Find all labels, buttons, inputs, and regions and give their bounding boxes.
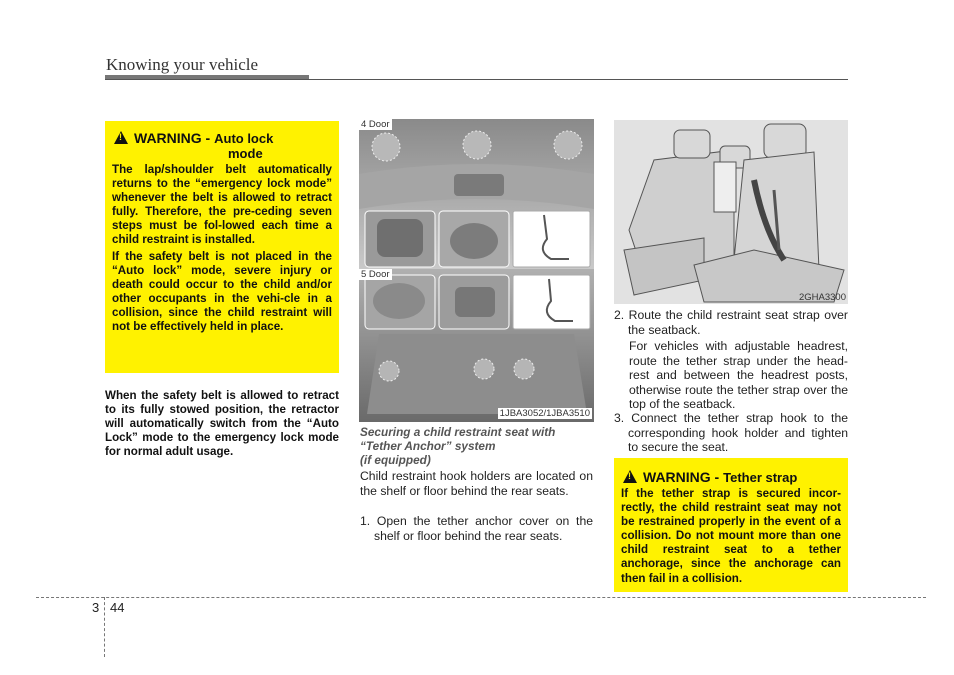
caption-line-3: (if equipped): [360, 453, 431, 467]
caption-line-2: “Tether Anchor” system: [360, 439, 496, 453]
warning-title-2: [621, 469, 841, 485]
caption-line-1: Securing a child restraint seat with: [360, 425, 556, 439]
chapter-number: 3: [92, 600, 100, 615]
header-rule: [105, 79, 848, 80]
image-caption: [360, 425, 594, 467]
warning-para-2: If the safety belt is not placed in the “Auto lock” mode, severe injury or death could occur to the child and/or other occupants in the vehi-cle in a collision, since the child restraint will not be effectively held in place.: [112, 249, 332, 334]
step-2-detail: For vehicles with adjustable headrest, route the tether strap under the head-rest and between the headrest posts, otherwise route the tether strap over the top of the seatback.: [629, 339, 848, 412]
warning-para-1: The lap/shoulder belt automatically returns to the “emergency lock mode” whenever the belt is allowed to retract fully. Therefore, the pre-ceding seven steps must be fol-lowed each time a child restraint is installed.: [112, 163, 332, 247]
warning-box-auto-lock: [105, 121, 339, 373]
footer-rule: [36, 597, 926, 598]
warning-label-2: WARNING -: [643, 469, 720, 485]
image-code-2: 2GHA3300: [798, 292, 846, 303]
step-2: 2. Route the child restraint seat strap over the seatback.: [614, 308, 848, 337]
warning-subtitle-2: Tether strap: [723, 470, 798, 485]
tether-anchor-illustration: [359, 119, 594, 422]
left-paragraph: When the safety belt is allowed to retract to its fully stowed position, the retractor will automatically switch from the “Auto Lock” mode to the emergency lock mode for normal adult usage.: [105, 389, 339, 459]
page-number: 44: [110, 600, 125, 615]
warning-subtitle: Auto lock: [214, 131, 274, 146]
warning-icon-2: [623, 470, 637, 483]
middle-body-text: Child restraint hook holders are located on the shelf or floor behind the rear seats.: [360, 469, 593, 498]
warning-subtitle-line2: mode: [228, 146, 263, 161]
warning-body: [112, 163, 332, 334]
step-3: 3. Connect the tether strap hook to the corresponding hook holder and tighten to secure the seat.: [614, 411, 848, 455]
warning-box-tether-strap: [614, 458, 848, 592]
warning-icon: [114, 131, 128, 144]
step-1: 1. Open the tether anchor cover on the shelf or floor behind the rear seats.: [360, 514, 593, 543]
tether-anchor-photo: [359, 119, 594, 422]
image-label-4-door: 4 Door: [361, 119, 390, 130]
image-code: 1JBA3052/1JBA3510: [499, 408, 590, 419]
footer-divider: [104, 597, 105, 657]
warning-title: [112, 130, 332, 146]
image-label-5-door: 5 Door: [361, 269, 390, 280]
rear-seat-illustration: [614, 120, 848, 304]
warning-label: WARNING -: [134, 130, 211, 146]
section-title: Knowing your vehicle: [106, 55, 259, 74]
warning-body-2: If the tether strap is secured incor-rectly, the child restraint seat may not be restrained properly in the event of a collision. Do not mount more than one child restraint seat to a tether anchorage, since the anchorage can then fail in a collision.: [621, 487, 841, 585]
warning-subtitle-cont: [112, 145, 332, 161]
rear-seat-photo: [614, 120, 848, 304]
